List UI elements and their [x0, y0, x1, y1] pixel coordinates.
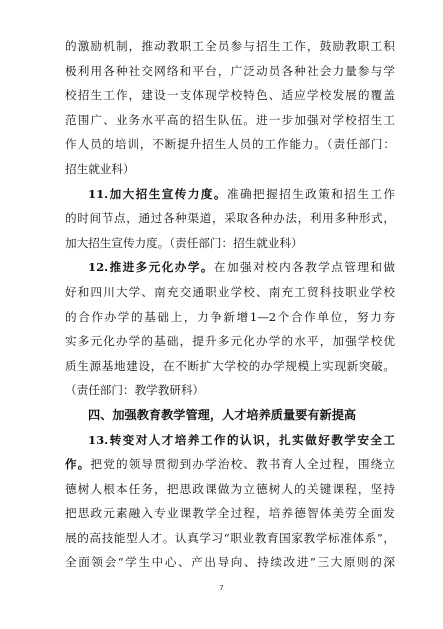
text-line: 质生源基地建设，在不断扩大学校的办学规模上实现新突破。	[65, 358, 395, 373]
section-heading: 四、加强教育教学管理，人才培养质量要有新提高	[88, 407, 357, 422]
text-line: 的时间节点，通过各种渠道，采取各种办法，利用多种形式，	[65, 211, 395, 226]
text-line: 加大招生宣传力度。（责任部门：招生就业科）	[65, 235, 303, 250]
text-line: 把思政元素融入专业课教学全过程，培养德智体美劳全面发	[65, 506, 395, 521]
text-line: 的激励机制，推动教职工全员参与招生工作，鼓励教职工积	[65, 39, 395, 53]
text-line: 作。把党的领导贯彻到办学治校、教书育人全过程，围绕立	[65, 457, 395, 472]
text-line: 极利用各种社交网络和平台，广泛动员各种社会力量参与学	[65, 63, 395, 78]
text-line: （责任部门：教学教研科）	[65, 383, 205, 398]
text-line: 全面领会“学生中心、产出导向、持续改进”三大原则的深	[65, 555, 395, 570]
page-number: 7	[219, 584, 224, 592]
text-line: 校招生工作，建设一支体现学校特色、适应学校发展的覆盖	[65, 88, 395, 103]
item-13-heading: 13.转变对人才培养工作的认识，扎实做好教学安全工	[88, 432, 395, 447]
text-line: 作人员的培训，不断提升招生人员的工作能力。（责任部门：	[65, 137, 395, 152]
item-12-heading: 12.推进多元化办学。在加强对校内各教学点管理和做	[88, 260, 395, 275]
text-line: 招生就业科）	[65, 161, 135, 176]
text-line: 德树人根本任务，把思政课做为立德树人的关键课程，坚持	[65, 481, 395, 496]
text-line: 实多元化办学的基础，提升多元化办学的水平，加强学校优	[65, 334, 395, 349]
text-line: 展的高技能型人才。认真学习“职业教育国家教学标准体系”，	[65, 530, 395, 545]
text-line: 好和四川大学、南充交通职业学校、南充工贸科技职业学校	[65, 284, 395, 299]
text-line: 范围广、业务水平高的招生队伍。进一步加强对学校招生工	[65, 112, 395, 127]
item-11-heading: 11.加大招生宣传力度。准确把握招生政策和招生工作	[88, 186, 395, 201]
text-line: 的合作办学的基础上，力争新增1—2个合作单位，努力夯	[65, 309, 395, 324]
body-text	[65, 34, 395, 575]
